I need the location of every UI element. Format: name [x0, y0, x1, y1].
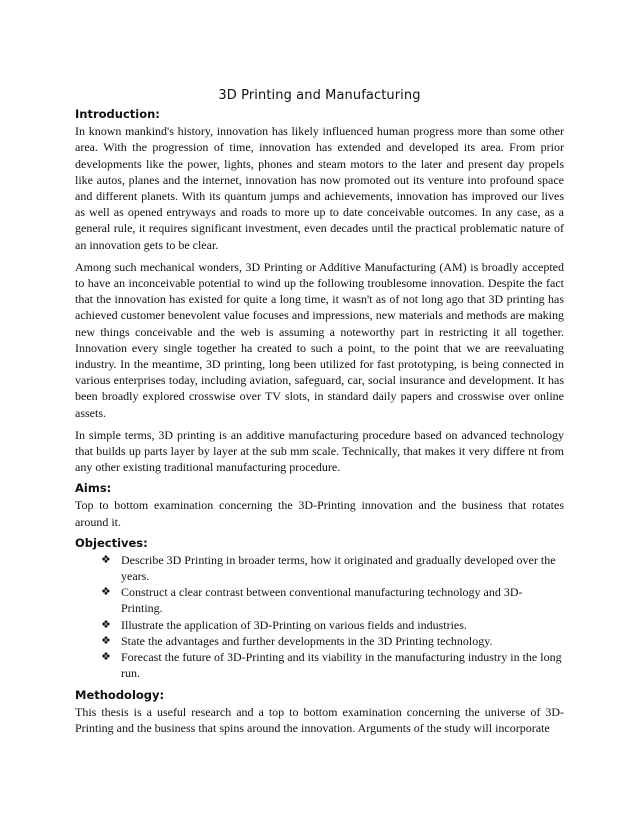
objective-item	[101, 552, 564, 584]
objective-item	[101, 649, 564, 681]
objective-item	[101, 633, 564, 649]
document-title: 3D Printing and Manufacturing	[218, 88, 421, 103]
diamond-bullet-icon: ❖	[101, 552, 111, 566]
introduction-paragraph-3: In simple terms, 3D printing is an additive manufacturing procedure based on advanced technology that builds up parts layer by layer at the sub mm scale. Technically, that makes it very differe nt from any other existing traditional manufacturing procedure.	[75, 427, 564, 475]
introduction-heading: Introduction:	[75, 107, 160, 122]
aims-paragraph: Top to bottom examination concerning the 3D-Printing innovation and the business that rotates around it.	[75, 498, 564, 529]
diamond-bullet-icon: ❖	[101, 650, 111, 664]
objective-text: Describe 3D Printing in broader terms, how it originated and gradually developed over the years.	[121, 552, 556, 584]
introduction-paragraph-1: In known mankind's history, innovation has likely influenced human progress more than some other area. With the progression of time, innovation has extended and developed its area. From prior developments like the power, lights, phones and steam motors to the later and present day propels like autos, planes and the internet, innovation has now promoted out its venture into profound space and different planets. With its quantum jumps and achievements, innovation has improved our lives as well as opened entryways and roads to more up to date conceivable outcomes. In any case, as a general rule, it requires significant investment, even decades until the practical problematic nature of an innovation gets to be clear.	[75, 124, 564, 252]
methodology-paragraph: This thesis is a useful research and a top to bottom examination concerning the universe of 3D-Printing and the business that spins around the innovation. Arguments of the study will incorporate	[75, 704, 564, 735]
objective-text: Construct a clear contrast between conventional manufacturing technology and 3D-Printing.	[121, 585, 523, 616]
objectives-list	[75, 552, 564, 682]
introduction-paragraph-2: Among such mechanical wonders, 3D Printing or Additive Manufacturing (AM) is broadly accepted to have an inconceivable potential to wind up the following troublesome innovation. Despite the fact that the innovation has existed for quite a long time, it wasn't as of not long ago that 3D printing has achieved customer benevolent value focuses and impressions, new materials and methods are making new things conceivable and the web is assuming a noteworthy part in restricting it all together. Innovation every single together ha created to such a point, to the point that we are reevaluating industry. In the meantime, 3D printing, long been utilized for fast prototyping, is being connected in various enterprises today, including aviation, safeguard, car, social insurance and development. It has been broadly explored crosswise over TV slots, in standard daily papers and crosswise over online assets.	[75, 259, 564, 420]
objective-text: Forecast the future of 3D-Printing and its viability in the manufacturing industry in the long run.	[121, 650, 562, 681]
diamond-bullet-icon: ❖	[101, 617, 111, 631]
diamond-bullet-icon: ❖	[101, 585, 111, 599]
aims-heading: Aims:	[75, 481, 112, 496]
objective-item	[101, 584, 564, 616]
document-page	[75, 88, 564, 742]
objectives-heading: Objectives:	[75, 535, 148, 550]
objective-text: State the advantages and further developments in the 3D Printing technology.	[121, 633, 493, 648]
methodology-heading: Methodology:	[75, 687, 165, 702]
diamond-bullet-icon: ❖	[101, 633, 111, 647]
objective-text: Illustrate the application of 3D-Printing on various fields and industries.	[121, 617, 467, 632]
objective-item	[101, 617, 564, 633]
